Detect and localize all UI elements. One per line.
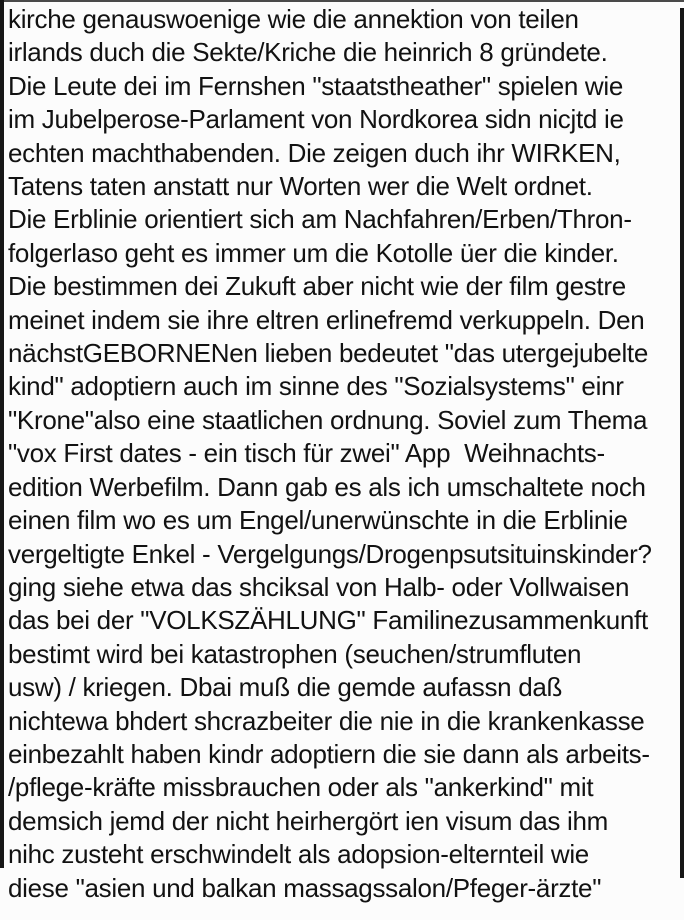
top-border-line — [0, 0, 684, 2]
text-line: "Krone"also eine staatlichen ordnung. Soviel zum Thema — [8, 404, 648, 435]
text-line: einbezahlt haben kindr adoptiern die sie dann als arbeits- — [8, 738, 650, 769]
text-line: "vox First dates - ein tisch für zwei" App Weihnachts- — [8, 438, 605, 469]
text-line: meinet indem sie ihre eltren erlinefremd verkuppeln. Den — [8, 304, 645, 335]
text-line: folgerlaso geht es immer um die Kotolle üer die kinder. — [8, 237, 619, 268]
text-line: kind" adoptiern auch im sinne des "Sozialsystems" einr — [8, 371, 624, 402]
text-line: echten machthabenden. Die zeigen duch ihr WIRKEN, — [8, 137, 621, 168]
text-line: edition Werbefilm. Dann gab es als ich umschaltete noch — [8, 471, 646, 502]
text-line: das bei der "VOLKSZÄHLUNG" Familinezusammenkunft — [8, 605, 648, 636]
text-line: nichtewa bhdert shcrazbeiter die nie in die krankenkasse — [8, 705, 645, 736]
text-line: nihc zusteht erschwindelt als adopsion-elternteil wie — [8, 839, 589, 870]
text-line: demsich jemd der nicht heirhergört ien visum das ihm — [8, 805, 608, 836]
text-line: einen film wo es um Engel/unerwünschte in die Erblinie — [8, 505, 628, 536]
text-line: bestimt wird bei katastrophen (seuchen/strumfluten — [8, 638, 582, 669]
text-line: vergeltigte Enkel - Vergelgungs/Drogenpsutsituinskinder? — [8, 538, 652, 569]
text-line: Tatens taten anstatt nur Worten wer die Welt ordnet. — [8, 171, 593, 202]
text-line: kirche genauswoenige wie die annektion von teilen — [8, 4, 579, 34]
text-line: irlands duch die Sekte/Kriche die heinrich 8 gründete. — [8, 37, 608, 68]
text-line: ging siehe etwa das shciksal von Halb- oder Vollwaisen — [8, 571, 630, 602]
text-line: diese "asien und balkan massagssalon/Pfeger-ärzte" — [8, 872, 602, 903]
text-line: /pflege-kräfte missbrauchen oder als "ankerkind" mit — [8, 772, 594, 803]
text-line: im Jubelperose-Parlament von Nordkorea sidn nicjtd ie — [8, 104, 624, 135]
text-line: Die Leute dei im Fernshen "staatstheather" spielen wie — [8, 70, 624, 101]
text-lines — [8, 3, 682, 905]
left-border-bar — [0, 0, 4, 868]
text-line: Die bestimmen dei Zukuft aber nicht wie der film gestre — [8, 271, 626, 302]
text-line: usw) / kriegen. Dbai muß die gemde aufassn daß — [8, 672, 563, 703]
text-line: Die Erblinie orientiert sich am Nachfahren/Erben/Thron- — [8, 204, 632, 235]
text-line: nächstGEBORNENen lieben bedeutet "das utergejubelte — [8, 338, 649, 369]
